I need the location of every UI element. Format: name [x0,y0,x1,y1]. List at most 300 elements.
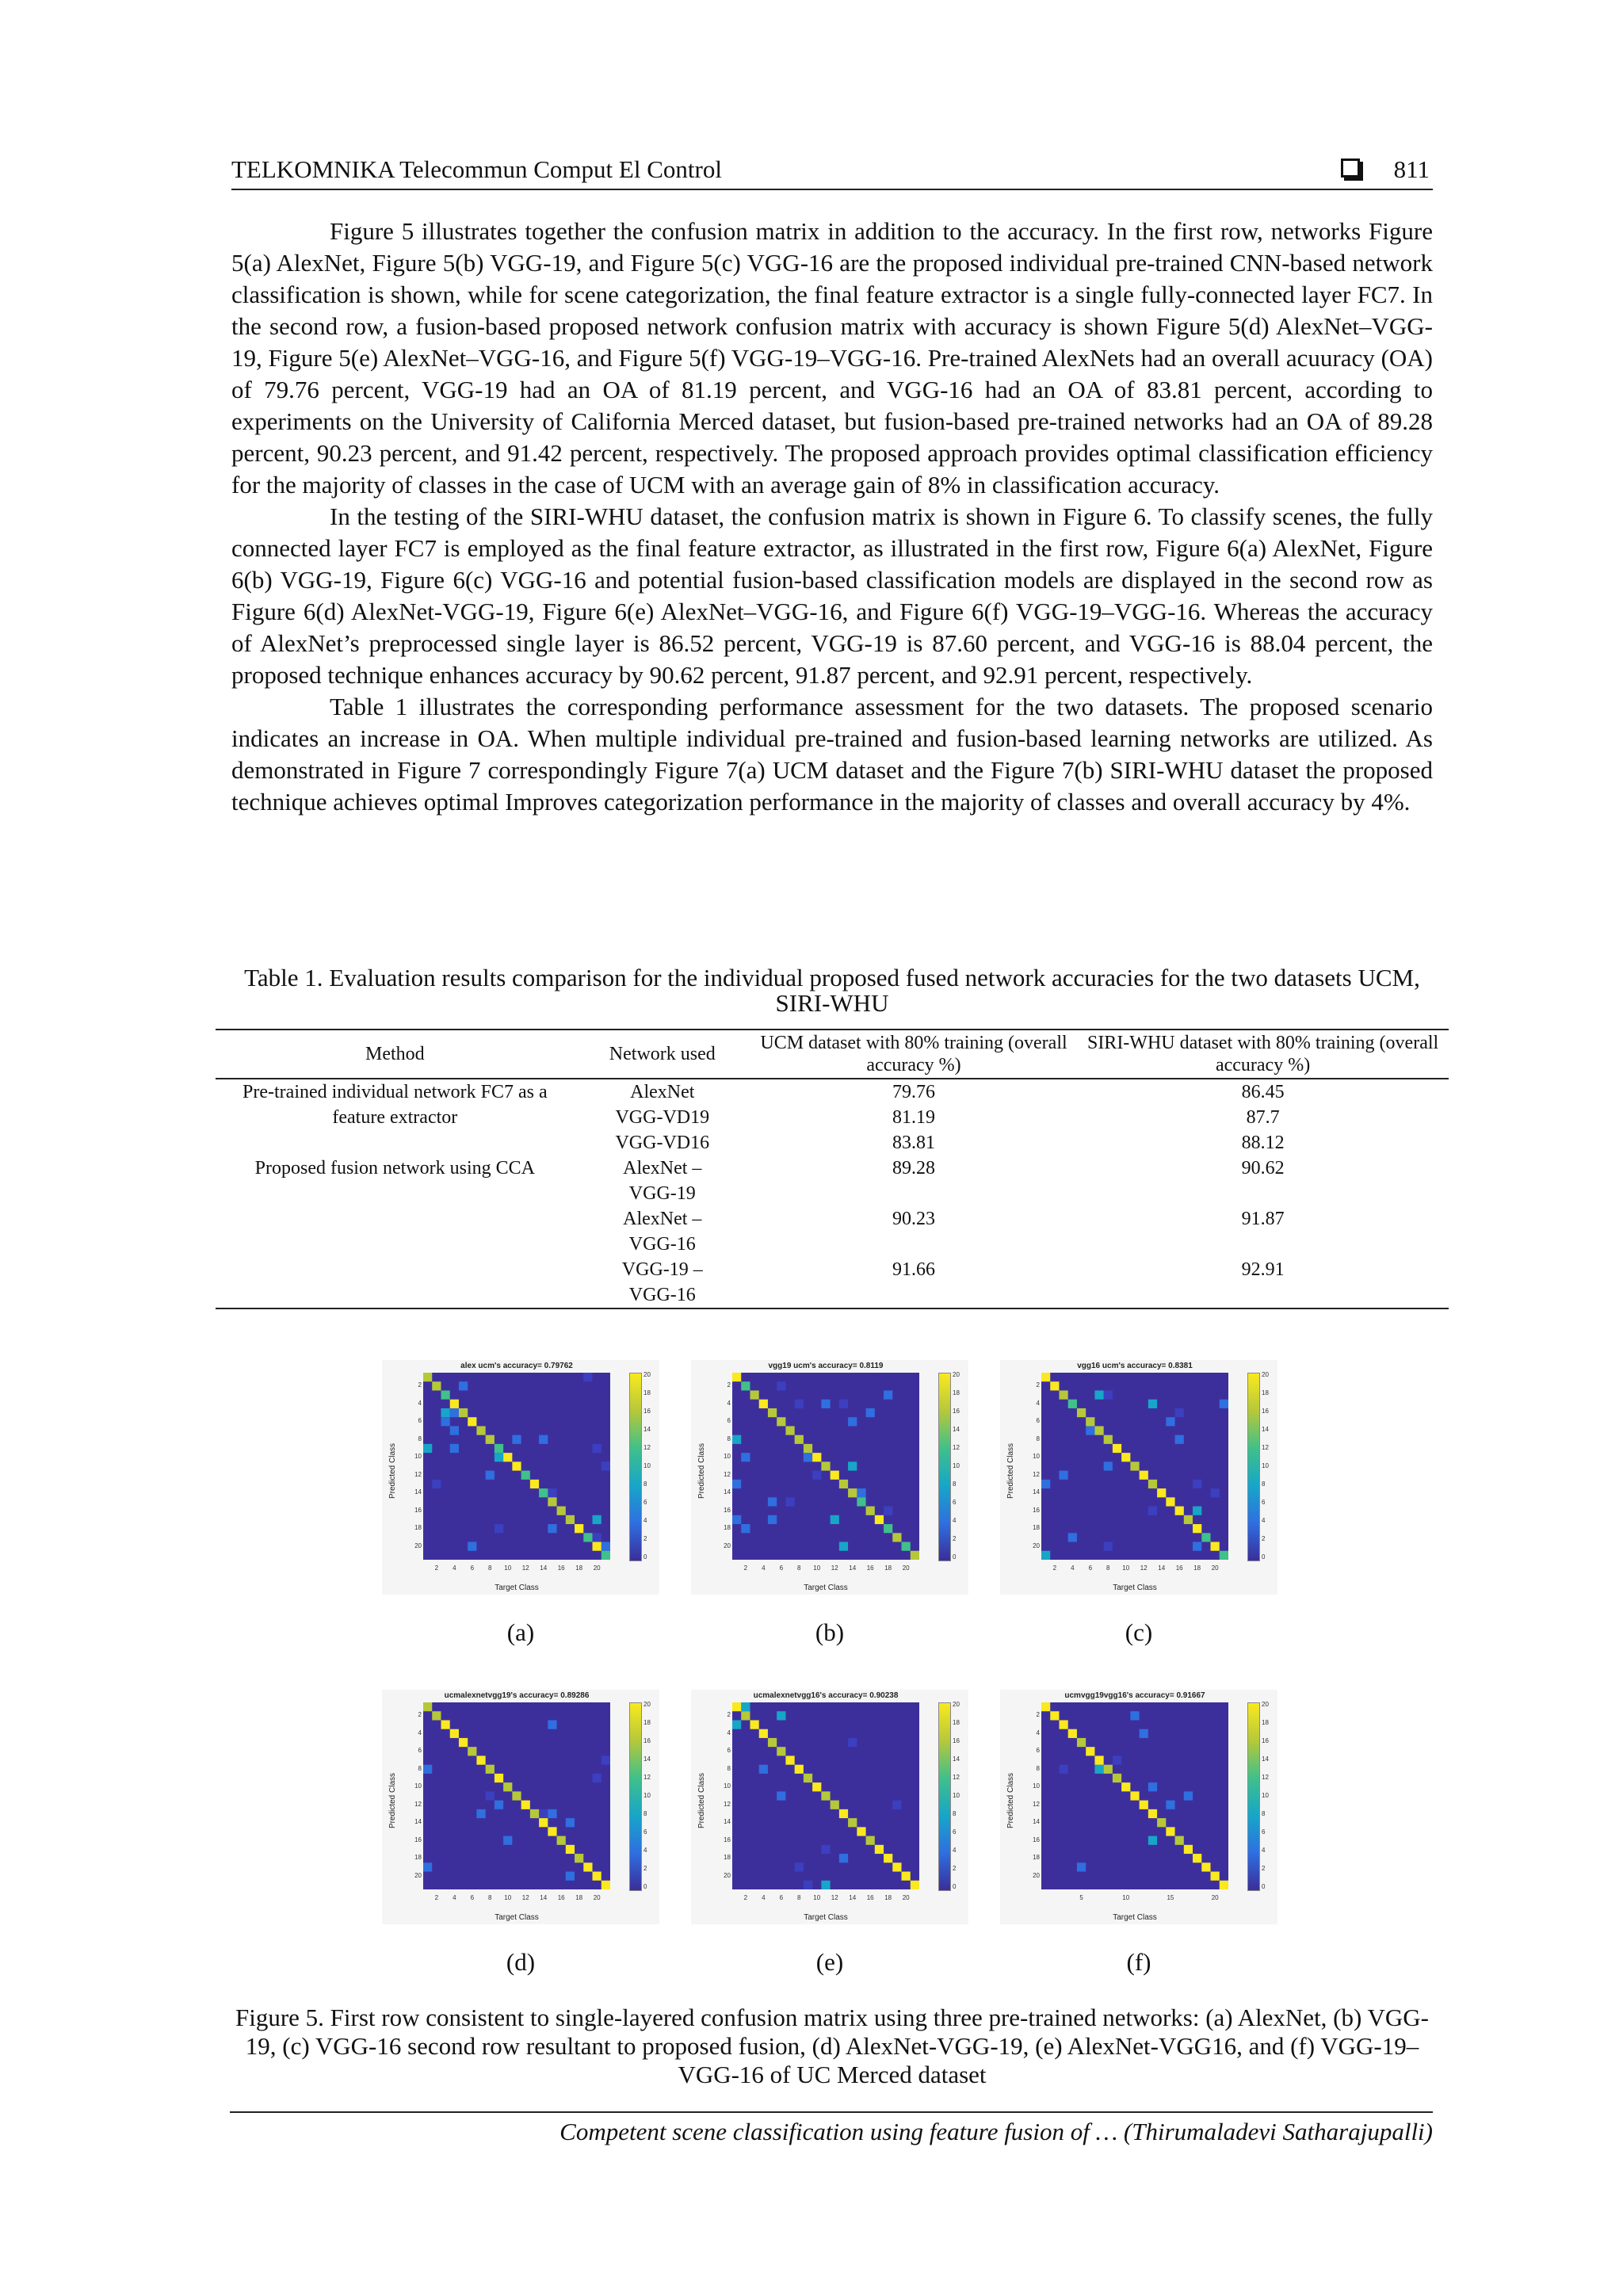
y-tick: 10 [1033,1782,1040,1790]
colorbar [938,1373,951,1561]
diagonal-cell [468,1417,476,1426]
offdiag-cell [583,1373,592,1381]
x-axis-label: Target Class [804,1913,848,1922]
diagonal-cell [1148,1480,1157,1488]
offdiag-cell [848,1738,857,1747]
colorbar [629,1373,642,1561]
colorbar-tick: 18 [953,1719,960,1726]
diagonal-cell [1220,1881,1228,1889]
colorbar-tick: 0 [643,1553,647,1561]
diagonal-cell [566,1845,575,1854]
offdiag-cell [450,1408,459,1417]
colorbar-tick: 6 [643,1499,647,1506]
diagonal-cell [1059,1720,1067,1729]
x-tick: 12 [521,1894,529,1901]
subfigure-label: (e) [815,1948,844,1976]
diagonal-cell [848,1818,857,1827]
offdiag-cell [804,1881,812,1889]
offdiag-cell [866,1408,875,1417]
colorbar-ticks [1262,1701,1277,1891]
offdiag-cell [423,1862,432,1871]
confusion-heatmap [732,1373,919,1560]
x-tick: 18 [575,1564,583,1572]
y-tick: 10 [1033,1453,1040,1461]
y-tick: 18 [1033,1854,1040,1862]
diagonal-cell [884,1524,892,1533]
offdiag-cell [441,1417,449,1426]
confusion-matrix-panel [691,1360,968,1595]
diagonal-cell [795,1435,804,1444]
y-tick: 4 [418,1729,422,1736]
x-tick: 20 [1211,1894,1219,1901]
diagonal-cell [557,1836,566,1845]
diagonal-cell [1077,1408,1086,1417]
diagonal-cell [566,1515,575,1524]
y-tick: 6 [727,1747,731,1755]
colorbar-tick: 10 [953,1792,960,1799]
colorbar-tick: 16 [643,1737,651,1744]
x-tick: 14 [849,1564,857,1572]
panel-title: vgg19 ucm's accuracy= 0.8119 [768,1362,884,1370]
diagonal-cell [741,1381,750,1390]
diagonal-cell [1201,1533,1210,1541]
diagonal-cell [1077,1738,1086,1747]
colorbar-tick: 4 [953,1517,957,1524]
y-tick: 6 [1036,1417,1040,1425]
offdiag-cell [539,1809,548,1818]
offdiag-cell [1130,1711,1139,1720]
colorbar-tick: 6 [1262,1828,1266,1836]
y-tick: 6 [727,1417,731,1425]
offdiag-cell [768,1515,777,1524]
footer-rule [230,2111,1433,2113]
cell-siri: 87.7 [1246,1107,1280,1128]
y-tick: 18 [1033,1524,1040,1532]
x-tick: 10 [1122,1894,1130,1901]
diagonal-cell [857,1497,865,1506]
cell-network: AlexNet – VGG-16 [623,1209,702,1255]
y-tick: 2 [418,1711,422,1719]
x-tick: 5 [1079,1894,1083,1901]
diagonal-cell [486,1765,495,1774]
x-tick: 18 [884,1564,892,1572]
colorbar-tick: 6 [953,1828,957,1836]
diagonal-cell [741,1711,750,1720]
offdiag-cell [1140,1729,1148,1738]
x-tick: 4 [1071,1564,1075,1572]
colorbar-tick: 6 [953,1499,957,1506]
x-tick: 8 [797,1564,801,1572]
page-header [231,152,1433,190]
x-tick: 6 [470,1564,475,1572]
offdiag-cell [1184,1791,1193,1800]
confusion-heatmap [1041,1702,1228,1889]
colorbar-tick: 12 [643,1774,651,1781]
offdiag-cell [732,1435,741,1444]
diagonal-cell [432,1711,441,1720]
x-tick: 18 [1193,1564,1201,1572]
x-axis-ticks [732,1894,919,1904]
cell-ucm: 91.66 [892,1259,936,1280]
colorbar-tick: 8 [953,1480,957,1488]
y-axis-ticks [715,1702,731,1889]
offdiag-cell [1094,1390,1103,1399]
offdiag-cell [423,1444,432,1453]
x-tick: 10 [504,1894,512,1901]
x-tick: 20 [902,1564,910,1572]
offdiag-cell [566,1872,575,1881]
y-tick: 2 [1036,1381,1040,1389]
diagonal-cell [1113,1774,1121,1782]
diagonal-cell [1148,1809,1157,1818]
colorbar-ticks [953,1701,968,1891]
x-tick: 8 [1106,1564,1110,1572]
diagonal-cell [777,1747,785,1755]
colorbar-tick: 14 [953,1426,960,1433]
diagonal-cell [911,1551,919,1560]
offdiag-cell [795,1400,804,1408]
colorbar-ticks [643,1371,659,1561]
x-tick: 14 [540,1564,548,1572]
offdiag-cell [1148,1400,1157,1408]
cell-siri: 90.62 [1241,1158,1285,1179]
colorbar-tick: 12 [1262,1774,1269,1781]
y-tick: 14 [414,1818,422,1826]
offdiag-cell [848,1417,857,1426]
y-axis-ticks [1024,1373,1040,1560]
colorbar-tick: 2 [643,1535,647,1542]
colorbar-tick: 18 [643,1719,651,1726]
diagonal-cell [593,1872,601,1881]
confusion-heatmap [423,1373,610,1560]
colorbar-ticks [1262,1371,1277,1561]
confusion-matrix-panel [1000,1360,1277,1595]
diagonal-cell [902,1872,911,1881]
diagonal-cell [732,1373,741,1381]
table1-caption: Table 1. Evaluation results comparison for the individual proposed fused network accuracies for the two datasets UCM, SIRI-WHU [244,964,1420,1017]
diagonal-cell [1157,1488,1166,1497]
offdiag-cell [1086,1426,1094,1435]
colorbar-tick: 4 [1262,1517,1266,1524]
x-tick: 16 [1175,1564,1183,1572]
y-tick: 20 [414,1541,422,1549]
diagonal-cell [521,1471,530,1480]
y-tick: 2 [418,1381,422,1389]
colorbar-tick: 8 [953,1810,957,1817]
y-tick: 12 [1033,1800,1040,1808]
cell-ucm: 90.23 [892,1209,936,1229]
diagonal-cell [548,1827,556,1836]
y-tick: 4 [727,1729,731,1736]
diagonal-cell [831,1801,839,1809]
paragraph: In the testing of the SIRI-WHU dataset, the confusion matrix is shown in Figure 6. To classify scenes, the fully connected layer FC7 is employed as the final feature extractor, as illustrated in the first row, Figure 6(a) AlexNet, Figure 6(b) VGG-19, Figure 6(c) VGG-16 and potential fusion-based classification models are displayed in the second row as Figure 6(d) AlexNet-VGG-19, Figure 6(e) AlexNet–VGG-16, and Figure 6(f) VGG-19–VGG-16. Whereas the accuracy of AlexNet’s preprocessed single layer is 86.52 percent, VGG-19 is 87.60 percent, and VGG-16 is 88.04 percent, the proposed technique enhances accuracy by 90.62 percent, 91.87 percent, and 92.91 percent, respectively. [231,502,1433,689]
x-axis-ticks [423,1564,610,1574]
x-tick: 2 [743,1894,748,1901]
colorbar-tick: 20 [953,1371,960,1378]
offdiag-cell [795,1862,804,1871]
y-tick: 16 [414,1836,422,1843]
y-axis-label: Predicted Class [697,1772,706,1828]
y-tick: 18 [414,1524,422,1532]
colorbar-tick: 0 [1262,1553,1266,1561]
offdiag-cell [1094,1765,1103,1774]
offdiag-cell [741,1453,750,1461]
offdiag-cell [1104,1461,1113,1470]
journal-name: TELKOMNIKA Telecommun Comput El Control [231,155,722,183]
diagonal-cell [1041,1702,1050,1711]
y-tick: 2 [727,1381,731,1389]
diagonal-cell [441,1390,449,1399]
y-tick: 16 [1033,1836,1040,1843]
diagonal-cell [495,1774,503,1782]
subfigure-label: (a) [506,1618,535,1646]
paragraph: Figure 5 illustrates together the confusion matrix in addition to the accuracy. In the first row, networks Figure 5(a) AlexNet, Figure 5(b) VGG-19, and Figure 5(c) VGG-16 are the proposed individual pre-trained CNN-based network classification is shown, while for scene categorization, the final feature extractor is a single fully-connected layer FC7. In the second row, a fusion-based proposed network confusion matrix with accuracy is shown Figure 5(d) AlexNet–VGG-19, Figure 5(e) AlexNet–VGG-16, and Figure 5(f) VGG-19–VGG-16. Pre-trained AlexNets had an overall acuuracy (OA) of 79.76 percent, VGG-19 had an OA of 81.19 percent, and VGG-16 had an OA of 83.81 percent, according to experiments on the University of California Merced dataset, but fusion-based pre-trained networks had an OA of 89.28 percent, 90.23 percent, and 91.42 percent, respectively. The proposed approach provides optimal classification efficiency for the majority of classes in the case of UCM with an average gain of 8% in classification accuracy. [231,217,1433,499]
diagonal-cell [777,1417,785,1426]
offdiag-cell [1193,1542,1201,1551]
colorbar-tick: 16 [1262,1408,1269,1415]
x-tick: 20 [902,1894,910,1901]
offdiag-cell [495,1524,503,1533]
offdiag-cell [601,1755,610,1764]
offdiag-cell [1041,1551,1050,1560]
diagonal-cell [804,1774,812,1782]
diagonal-cell [892,1533,901,1541]
offdiag-cell [1104,1542,1113,1551]
offdiag-cell [1220,1400,1228,1408]
diagonal-cell [911,1881,919,1889]
y-tick: 16 [724,1836,731,1843]
diagonal-cell [539,1818,548,1827]
cell-siri: 91.87 [1241,1209,1285,1229]
panel-title: alex ucm's accuracy= 0.79762 [460,1362,573,1370]
colorbar-ticks [953,1371,968,1561]
y-tick: 14 [1033,1488,1040,1496]
offdiag-cell [495,1453,503,1461]
diagonal-cell [1220,1551,1228,1560]
offdiag-cell [777,1711,785,1720]
offdiag-cell [785,1497,794,1506]
y-tick: 18 [724,1524,731,1532]
page-number: 811 [1393,155,1430,183]
cell-network: VGG-19 – VGG-16 [621,1259,703,1305]
cell-network: AlexNet [630,1082,695,1102]
diagonal-cell [583,1862,592,1871]
y-tick: 8 [1036,1764,1040,1772]
offdiag-cell [539,1435,548,1444]
offdiag-cell [1193,1507,1201,1515]
table-header-row [216,1030,1449,1079]
diagonal-cell [512,1461,521,1470]
offdiag-cell [821,1881,830,1889]
cell-network: AlexNet – VGG-19 [623,1158,702,1204]
diagonal-cell [759,1729,768,1738]
y-tick: 14 [724,1818,731,1826]
header-ucm: UCM dataset with 80% training (overall accuracy %) [750,1030,1077,1079]
colorbar-tick: 4 [643,1517,647,1524]
colorbar-tick: 4 [1262,1847,1266,1854]
confusion-matrix-panel [691,1690,968,1924]
colorbar-tick: 16 [953,1737,960,1744]
colorbar-tick: 4 [953,1847,957,1854]
offdiag-cell [1166,1801,1174,1809]
diagonal-cell [759,1400,768,1408]
y-axis-label: Predicted Class [388,1772,397,1828]
y-axis-label: Predicted Class [1006,1442,1015,1499]
offdiag-cell [768,1497,777,1506]
offdiag-cell [741,1702,750,1711]
y-tick: 18 [724,1854,731,1862]
offdiag-cell [884,1507,892,1515]
diagonal-cell [1175,1507,1184,1515]
y-axis-ticks [715,1373,731,1560]
colorbar-tick: 12 [953,1444,960,1451]
diagonal-cell [1121,1453,1130,1461]
diagonal-cell [1041,1373,1050,1381]
offdiag-cell [593,1774,601,1782]
diagonal-cell [768,1738,777,1747]
x-tick: 8 [488,1894,492,1901]
diagonal-cell [450,1400,459,1408]
colorbar [1247,1702,1260,1891]
y-axis-ticks [406,1702,422,1889]
colorbar-tick: 20 [643,1371,651,1378]
panel-title: vgg16 ucm's accuracy= 0.8381 [1077,1362,1193,1370]
offdiag-cell [548,1809,556,1818]
panel-title: ucmalexnetvgg19's accuracy= 0.89286 [444,1691,590,1700]
colorbar-tick: 14 [1262,1426,1269,1433]
diagonal-cell [1184,1845,1193,1854]
diagonal-cell [530,1809,539,1818]
diagonal-cell [539,1488,548,1497]
colorbar-tick: 14 [1262,1755,1269,1763]
x-tick: 18 [884,1894,892,1901]
diagonal-cell [1104,1435,1113,1444]
diagonal-cell [423,1702,432,1711]
body-text [231,216,1433,818]
x-tick: 20 [593,1894,601,1901]
y-tick: 6 [1036,1747,1040,1755]
offdiag-cell [777,1791,785,1800]
diagonal-cell [1121,1782,1130,1791]
diagonal-cell [530,1480,539,1488]
diagonal-cell [1104,1765,1113,1774]
offdiag-cell [812,1471,821,1480]
diagonal-cell [875,1515,884,1524]
x-axis-ticks [732,1564,919,1574]
offdiag-cell [512,1435,521,1444]
x-axis-label: Target Class [495,1913,539,1922]
panel-title: ucmalexnetvgg16's accuracy= 0.90238 [753,1691,899,1700]
panel-title: ucmvgg19vgg16's accuracy= 0.91667 [1064,1691,1205,1700]
colorbar-tick: 10 [643,1462,651,1469]
diagonal-cell [432,1381,441,1390]
diagonal-cell [575,1854,583,1862]
y-tick: 2 [727,1711,731,1719]
offdiag-cell [1068,1533,1077,1541]
y-tick: 8 [1036,1435,1040,1442]
diagonal-cell [902,1542,911,1551]
offdiag-cell [1113,1755,1121,1764]
diagonal-cell [866,1836,875,1845]
offdiag-cell [495,1801,503,1809]
offdiag-cell [821,1845,830,1854]
y-tick: 20 [724,1541,731,1549]
diagonal-cell [1140,1471,1148,1480]
y-tick: 16 [1033,1506,1040,1514]
subfigure-label: (c) [1125,1618,1153,1646]
offdiag-cell [1148,1507,1157,1515]
x-tick: 14 [540,1894,548,1901]
diagonal-cell [1086,1417,1094,1426]
subfigure-label: (f) [1126,1948,1151,1976]
x-tick: 10 [813,1564,821,1572]
y-tick: 12 [414,1800,422,1808]
cell-siri: 92.91 [1241,1259,1285,1280]
colorbar-tick: 0 [953,1883,957,1890]
table-row [216,1079,1449,1105]
diagonal-cell [1175,1836,1184,1845]
offdiag-cell [732,1480,741,1488]
offdiag-cell [468,1542,476,1551]
colorbar-tick: 20 [1262,1371,1269,1378]
offdiag-cell [732,1720,741,1729]
colorbar-tick: 18 [643,1389,651,1396]
diagonal-cell [423,1373,432,1381]
x-axis-label: Target Class [1113,1584,1157,1592]
x-tick: 20 [1211,1564,1219,1572]
colorbar-tick: 2 [953,1535,957,1542]
offdiag-cell [741,1524,750,1533]
y-tick: 14 [724,1488,731,1496]
paragraph: Table 1 illustrates the corresponding performance assessment for the two datasets. The proposed scenario indicates an increase in OA. When multiple individual pre-trained and fusion-based learning networks are utilized. As demonstrated in Figure 7 correspondingly Figure 7(a) UCM dataset and the Figure 7(b) SIRI-WHU dataset the proposed technique achieves optimal Improves categorization performance in the majority of classes and overall accuracy by 4%. [231,693,1433,816]
y-axis-ticks [406,1373,422,1560]
x-tick: 16 [866,1564,874,1572]
colorbar-tick: 12 [643,1444,651,1451]
colorbar [938,1702,951,1891]
x-tick: 8 [488,1564,492,1572]
diagonal-cell [839,1809,848,1818]
offdiag-cell [566,1818,575,1827]
offdiag-cell [450,1444,459,1453]
diagonal-cell [785,1755,794,1764]
x-tick: 6 [779,1894,784,1901]
x-tick: 2 [434,1894,439,1901]
confusion-matrix-panel [382,1360,659,1595]
subfigure-label: (d) [506,1948,536,1976]
x-tick: 16 [866,1894,874,1901]
cell-ucm: 83.81 [892,1133,936,1153]
colorbar-tick: 2 [1262,1865,1266,1872]
x-tick: 2 [743,1564,748,1572]
y-axis-label: Predicted Class [697,1442,706,1499]
diagonal-cell [1050,1711,1059,1720]
x-tick: 10 [504,1564,512,1572]
x-tick: 12 [1140,1564,1148,1572]
results-table [216,1029,1449,1309]
colorbar-tick: 8 [643,1480,647,1488]
cell-network: VGG-VD16 [615,1133,710,1153]
diagonal-cell [795,1765,804,1774]
diagonal-cell [1059,1390,1067,1399]
offdiag-cell [423,1765,432,1774]
y-tick: 4 [1036,1729,1040,1736]
diagonal-cell [1193,1524,1201,1533]
diagonal-cell [821,1791,830,1800]
y-tick: 20 [1033,1541,1040,1549]
offdiag-cell [486,1791,495,1800]
colorbar-tick: 10 [953,1462,960,1469]
diagonal-cell [548,1497,556,1506]
